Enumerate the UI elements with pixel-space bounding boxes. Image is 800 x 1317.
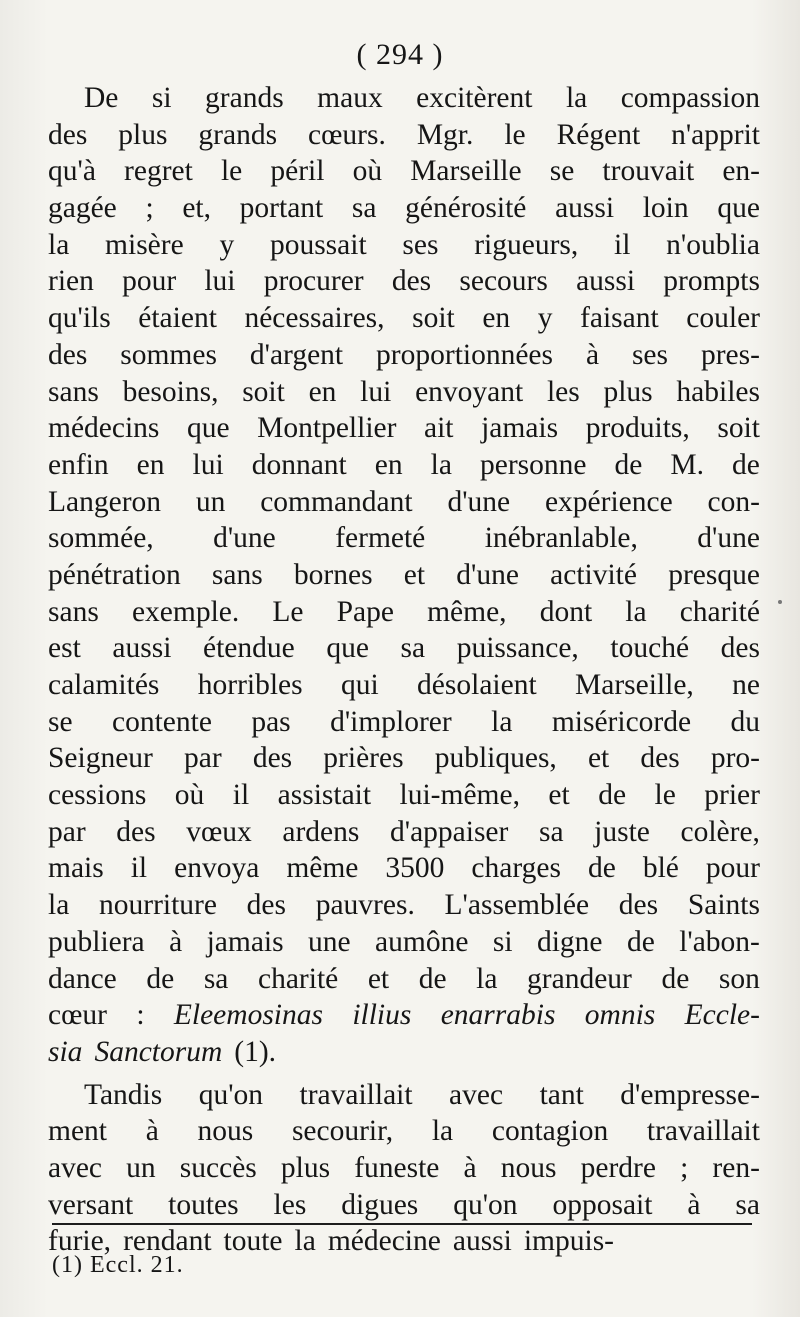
word: pauvres. bbox=[315, 889, 415, 922]
word: envoya bbox=[174, 852, 260, 885]
word: et bbox=[367, 962, 390, 995]
text-line bbox=[48, 484, 760, 521]
word: con- bbox=[707, 485, 760, 518]
word: trouvait bbox=[602, 155, 695, 188]
word: secourir, bbox=[291, 1115, 394, 1148]
word: n'apprit bbox=[671, 118, 760, 151]
word: de bbox=[626, 925, 655, 958]
word: nous bbox=[500, 1151, 557, 1184]
text-line bbox=[48, 337, 760, 374]
word: poussait bbox=[269, 228, 367, 261]
word: il bbox=[614, 228, 631, 261]
word: à bbox=[169, 925, 183, 958]
word: donnant bbox=[251, 448, 347, 481]
word: sa bbox=[203, 962, 229, 995]
word: la bbox=[491, 705, 513, 738]
word: aumône bbox=[375, 925, 469, 958]
word: personne bbox=[480, 448, 587, 481]
text-line bbox=[48, 667, 760, 704]
word: à bbox=[687, 1188, 701, 1221]
text-line bbox=[48, 961, 760, 998]
footnote: (1) Eccl. 21. bbox=[52, 1252, 184, 1278]
word: plus bbox=[280, 1151, 331, 1184]
word: puissance, bbox=[456, 632, 579, 665]
word: en bbox=[308, 375, 337, 408]
word: des bbox=[252, 742, 293, 775]
word: la bbox=[476, 962, 498, 995]
word: l'abon- bbox=[679, 925, 760, 958]
text-line bbox=[48, 887, 760, 924]
word: pour bbox=[705, 852, 760, 885]
word: qui bbox=[340, 669, 379, 701]
word: Régent bbox=[556, 118, 641, 151]
word: charité bbox=[257, 962, 339, 995]
word: il bbox=[130, 852, 148, 885]
word: activité bbox=[550, 558, 637, 591]
word: Pape bbox=[336, 595, 394, 628]
text-line bbox=[48, 447, 760, 484]
word: la bbox=[294, 1225, 316, 1258]
word: cessions bbox=[48, 779, 147, 812]
text-line bbox=[48, 80, 760, 117]
word: aussi bbox=[112, 632, 172, 665]
word: sommes bbox=[120, 338, 217, 371]
word: grands bbox=[198, 118, 278, 151]
word: avec bbox=[449, 1078, 504, 1111]
word: publiques, bbox=[434, 742, 557, 775]
word: rigueurs, bbox=[474, 228, 579, 261]
text-line bbox=[48, 117, 760, 154]
word: toute bbox=[223, 1225, 283, 1258]
word: Sanctorum bbox=[94, 1035, 223, 1068]
word: L'assemblée bbox=[444, 889, 590, 922]
text-line bbox=[48, 1077, 760, 1114]
word: fermeté bbox=[335, 522, 426, 555]
word: médecins bbox=[48, 412, 160, 445]
word: du bbox=[730, 705, 760, 738]
text-line bbox=[48, 520, 760, 557]
word: charité bbox=[679, 595, 760, 628]
word: de bbox=[732, 448, 760, 481]
word: de bbox=[587, 852, 616, 885]
word: furie, bbox=[48, 1225, 112, 1258]
word: presque bbox=[668, 558, 760, 591]
word: générosité bbox=[405, 192, 527, 225]
word: ardens bbox=[282, 815, 360, 848]
word: y bbox=[219, 228, 235, 261]
word: Langeron bbox=[48, 485, 162, 518]
text-line bbox=[48, 924, 760, 961]
word: calamités bbox=[48, 669, 160, 701]
word: la bbox=[48, 228, 70, 261]
word: nécessaires, bbox=[244, 302, 385, 335]
word: que bbox=[326, 632, 369, 665]
text-line bbox=[48, 1150, 760, 1187]
word: omnis bbox=[584, 999, 656, 1032]
word: loin bbox=[642, 192, 689, 225]
word: nous bbox=[197, 1115, 254, 1148]
word: d'une bbox=[447, 485, 511, 518]
word: le bbox=[504, 118, 526, 151]
word: même, bbox=[427, 595, 507, 628]
word: grands bbox=[205, 82, 284, 114]
word: se bbox=[48, 705, 73, 738]
word: jamais bbox=[206, 925, 284, 958]
word: d'une bbox=[213, 522, 276, 555]
word: de bbox=[598, 779, 627, 812]
word: d'empresse- bbox=[620, 1078, 760, 1111]
word: des bbox=[618, 889, 659, 922]
word: enfin bbox=[48, 448, 109, 481]
word: la bbox=[431, 1115, 454, 1148]
word: enarrabis bbox=[440, 999, 556, 1032]
word: et, bbox=[182, 192, 211, 225]
text-line bbox=[48, 263, 760, 300]
word: dance bbox=[48, 962, 117, 995]
word: d'implorer bbox=[330, 705, 452, 738]
word: à bbox=[463, 1151, 477, 1184]
word: la bbox=[565, 82, 588, 114]
word: des bbox=[720, 632, 760, 665]
word: touché bbox=[610, 632, 690, 665]
word: et bbox=[403, 558, 426, 591]
word: Tandis bbox=[84, 1078, 163, 1111]
word: bornes bbox=[293, 558, 373, 591]
word: Eccle- bbox=[684, 999, 760, 1032]
word: commandant bbox=[260, 485, 413, 518]
word: y bbox=[537, 302, 553, 335]
word: des bbox=[48, 338, 88, 371]
word: contente bbox=[111, 705, 212, 738]
word: sia bbox=[48, 1035, 83, 1068]
word: aussi bbox=[576, 265, 636, 298]
word: besoins, bbox=[122, 375, 219, 408]
text-line bbox=[48, 374, 760, 411]
word: qu'ils bbox=[48, 302, 111, 335]
word: envoyant bbox=[415, 375, 524, 408]
word: en bbox=[482, 302, 511, 335]
word: est bbox=[48, 632, 81, 665]
word: cœurs. bbox=[308, 118, 386, 151]
word: ; bbox=[680, 1151, 689, 1184]
word: médecine bbox=[327, 1225, 441, 1258]
word: même bbox=[286, 852, 359, 885]
word: sans bbox=[48, 595, 99, 628]
word: succès bbox=[179, 1151, 257, 1184]
word: ait bbox=[424, 412, 454, 445]
word: d'appaiser bbox=[390, 815, 509, 848]
word: secours bbox=[459, 265, 548, 298]
word: nourriture bbox=[99, 889, 217, 922]
word: sa bbox=[351, 192, 377, 225]
word: Marseille, bbox=[575, 669, 694, 701]
word: et bbox=[548, 779, 570, 812]
word: d'une bbox=[456, 558, 519, 591]
word: la bbox=[625, 595, 647, 628]
word: prompts bbox=[663, 265, 760, 298]
word: désolaient bbox=[417, 669, 537, 701]
word: de bbox=[418, 962, 447, 995]
word: avec bbox=[48, 1151, 103, 1184]
word: d'une bbox=[697, 522, 760, 555]
word: si bbox=[151, 82, 172, 114]
word: prières bbox=[323, 742, 404, 775]
word: habiles bbox=[676, 375, 760, 408]
word: des bbox=[48, 118, 88, 151]
word: De bbox=[84, 82, 119, 114]
word: qu'on bbox=[453, 1188, 518, 1221]
word: publiera bbox=[48, 925, 145, 958]
word: gagée bbox=[48, 192, 117, 225]
word: travaillait bbox=[646, 1115, 760, 1148]
word: impuis- bbox=[523, 1225, 615, 1258]
word: inébranlable, bbox=[484, 522, 638, 555]
word: horribles bbox=[197, 669, 303, 701]
word: digues bbox=[341, 1188, 419, 1221]
word: lui bbox=[192, 448, 224, 481]
word: n'oublia bbox=[666, 228, 760, 261]
word: juste bbox=[594, 815, 650, 848]
word: travaillait bbox=[299, 1078, 413, 1111]
word: 3500 bbox=[385, 852, 445, 885]
word: des bbox=[391, 265, 432, 298]
word: toutes bbox=[168, 1188, 239, 1221]
word: à bbox=[585, 338, 600, 371]
word: portant bbox=[239, 192, 324, 225]
text-line bbox=[48, 630, 760, 667]
word: où bbox=[352, 155, 383, 188]
text-line bbox=[48, 557, 760, 594]
word: maux bbox=[317, 82, 383, 114]
text-line bbox=[48, 777, 760, 814]
word: digne bbox=[536, 925, 603, 958]
word: charges bbox=[471, 852, 561, 885]
word: tant bbox=[539, 1078, 584, 1111]
footnote-rule bbox=[52, 1223, 752, 1225]
text-line bbox=[48, 153, 760, 190]
word: qu'à bbox=[48, 155, 96, 188]
text-line bbox=[48, 410, 760, 447]
paper-speck bbox=[778, 600, 782, 604]
text-line bbox=[48, 594, 760, 631]
word: perdre bbox=[580, 1151, 656, 1184]
word: des bbox=[640, 742, 680, 775]
word: un bbox=[126, 1151, 156, 1184]
word: contagion bbox=[491, 1115, 609, 1148]
word: (1). bbox=[234, 1035, 277, 1068]
word: compassion bbox=[620, 82, 760, 114]
word: sa bbox=[538, 815, 564, 848]
word: se bbox=[549, 155, 575, 188]
word: Eleemosinas bbox=[173, 999, 323, 1032]
word: sommée, bbox=[48, 522, 154, 555]
word: étendue bbox=[203, 632, 295, 665]
word: la bbox=[430, 448, 452, 481]
word: rendant bbox=[123, 1225, 212, 1258]
word: produits, bbox=[585, 412, 690, 445]
word: plus bbox=[603, 375, 653, 408]
word: Le bbox=[272, 595, 304, 628]
word: en bbox=[374, 448, 403, 481]
word: assistait bbox=[277, 779, 372, 812]
word: : bbox=[136, 999, 145, 1032]
word: ren- bbox=[712, 1151, 760, 1184]
text-line bbox=[48, 740, 760, 777]
text-line bbox=[48, 1187, 760, 1224]
word: Mgr. bbox=[416, 118, 474, 151]
word: les bbox=[546, 375, 580, 408]
word: à bbox=[145, 1115, 159, 1148]
word: le bbox=[220, 155, 243, 188]
word: si bbox=[492, 925, 513, 958]
text-line bbox=[48, 814, 760, 851]
word: Marseille bbox=[410, 155, 522, 188]
word: couler bbox=[686, 302, 760, 335]
word: une bbox=[308, 925, 351, 958]
word: miséricorde bbox=[551, 705, 692, 738]
word: aussi bbox=[452, 1225, 512, 1258]
word: exemple. bbox=[131, 595, 240, 628]
word: ne bbox=[732, 669, 760, 701]
word: pas bbox=[251, 705, 291, 738]
word: pour bbox=[122, 265, 177, 298]
word: jamais bbox=[481, 412, 559, 445]
word: pro- bbox=[710, 742, 760, 775]
word: cœur bbox=[48, 999, 107, 1032]
text-line bbox=[48, 997, 760, 1034]
page-number: ( 294 ) bbox=[356, 38, 444, 71]
word: par bbox=[184, 742, 222, 775]
word: aussi bbox=[555, 192, 615, 225]
word: prier bbox=[704, 779, 760, 812]
word: proportionnées bbox=[376, 338, 554, 371]
word: d'argent bbox=[249, 338, 344, 371]
text-line bbox=[48, 190, 760, 227]
word: qu'on bbox=[198, 1078, 264, 1111]
word: expérience bbox=[544, 485, 673, 518]
text-line bbox=[48, 1034, 760, 1071]
word: Seigneur bbox=[48, 742, 153, 775]
word: et bbox=[587, 742, 610, 775]
word: blé bbox=[642, 852, 679, 885]
word: grandeur bbox=[527, 962, 632, 995]
word: ses bbox=[631, 338, 669, 371]
word: ; bbox=[145, 192, 154, 225]
word: lui bbox=[360, 375, 392, 408]
word: mais bbox=[48, 852, 104, 885]
word: que bbox=[717, 192, 760, 225]
word: en- bbox=[722, 155, 760, 188]
word: soit bbox=[242, 375, 285, 408]
word: pres- bbox=[700, 338, 760, 371]
word: lui-même, bbox=[399, 779, 520, 812]
word: illius bbox=[352, 999, 412, 1032]
word: Montpellier bbox=[257, 412, 397, 445]
word: sa bbox=[400, 632, 426, 665]
word: péril bbox=[270, 155, 325, 188]
word: où bbox=[174, 779, 205, 812]
word: funeste bbox=[354, 1151, 440, 1184]
word: sans bbox=[211, 558, 263, 591]
word: par bbox=[48, 815, 86, 848]
word: opposait bbox=[552, 1188, 653, 1221]
word: soit bbox=[412, 302, 455, 335]
word: le bbox=[654, 779, 676, 812]
text-line bbox=[48, 300, 760, 337]
word: de bbox=[146, 962, 175, 995]
text-line bbox=[48, 1113, 760, 1150]
word: les bbox=[273, 1188, 307, 1221]
word: lui bbox=[204, 265, 236, 298]
word: regret bbox=[124, 155, 193, 188]
word: des bbox=[246, 889, 286, 922]
word: de bbox=[614, 448, 643, 481]
word: rien bbox=[48, 265, 94, 298]
text-line bbox=[48, 850, 760, 887]
word: il bbox=[232, 779, 250, 812]
word: des bbox=[116, 815, 156, 848]
word: plus bbox=[118, 118, 168, 151]
word: sa bbox=[735, 1188, 760, 1221]
word: pénétration bbox=[48, 558, 181, 591]
word: Saints bbox=[687, 889, 760, 922]
word: que bbox=[186, 412, 230, 445]
word: procurer bbox=[263, 265, 364, 298]
word: versant bbox=[48, 1188, 134, 1221]
word: faisant bbox=[580, 302, 659, 335]
word: un bbox=[195, 485, 226, 518]
word: dont bbox=[539, 595, 593, 628]
word: étaient bbox=[138, 302, 217, 335]
word: la bbox=[48, 889, 70, 922]
word: excitèrent bbox=[416, 82, 533, 114]
body-text bbox=[48, 80, 760, 1260]
word: ses bbox=[402, 228, 439, 261]
word: en bbox=[136, 448, 165, 481]
word: colère, bbox=[680, 815, 760, 848]
word: sans bbox=[48, 375, 99, 408]
word: de bbox=[661, 962, 690, 995]
word: ment bbox=[48, 1115, 107, 1148]
word: soit bbox=[717, 412, 760, 445]
word: vœux bbox=[186, 815, 252, 848]
word: son bbox=[718, 962, 760, 995]
word: misère bbox=[105, 228, 184, 261]
text-line bbox=[48, 227, 760, 264]
text-line bbox=[48, 704, 760, 741]
word: M. bbox=[670, 448, 705, 481]
